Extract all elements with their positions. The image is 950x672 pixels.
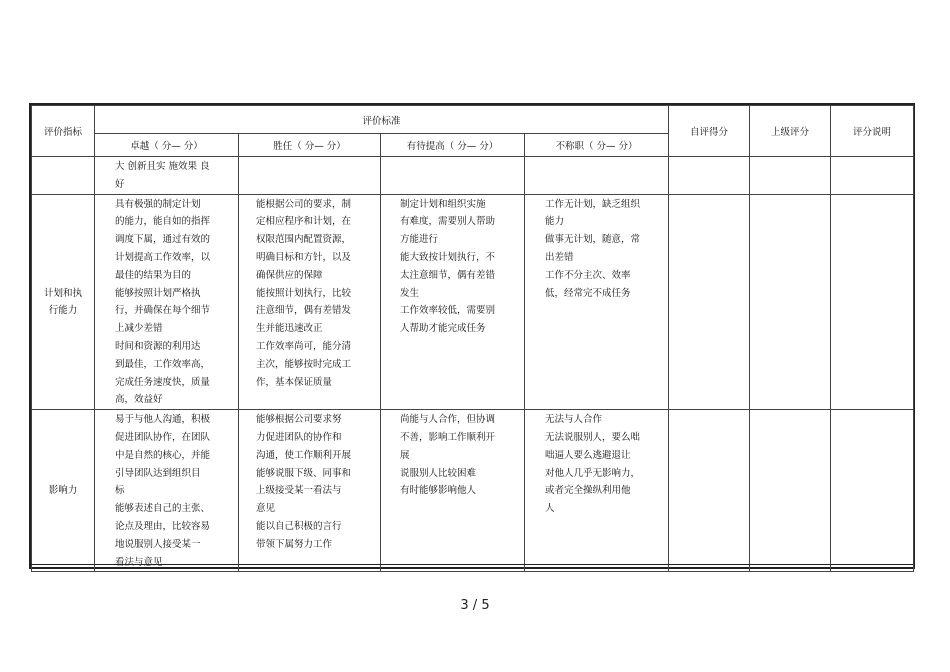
cell-competent	[239, 157, 381, 195]
table-row	[32, 157, 914, 195]
cell-excellent: 大 创新且实 施效果 良 好	[95, 157, 239, 195]
table-row	[32, 194, 914, 410]
row-indicator: 计划和执 行能力	[32, 194, 95, 410]
row-indicator	[32, 157, 95, 195]
table-row	[32, 410, 914, 572]
header-self-score: 自评得分	[669, 106, 750, 157]
header-score-note: 评分说明	[831, 106, 914, 157]
cell-improve	[381, 157, 525, 195]
evaluation-table-frame	[29, 103, 915, 569]
header-level-competent: 胜任（ 分— 分）	[239, 134, 381, 157]
cell-superior-score	[750, 194, 831, 410]
header-superior-score: 上级评分	[750, 106, 831, 157]
cell-self-score	[669, 157, 750, 195]
cell-unsatisfactory: 无法与人合作 无法说服别人，要么咄 咄逼人要么逃避退让 对他人几乎无影响力， 或者完全操纵利用他 人	[525, 410, 669, 572]
cell-unsatisfactory: 工作无计划，缺乏组织 能力 做事无计划，随意，常 出差错 工作不分主次、效率 低，经常完不成任务	[525, 194, 669, 410]
cell-excellent: 具有极强的制定计划 的能力，能自如的指挥 调度下属，通过有效的 计划提高工作效率，以 最佳的结果为目的 能够按照计划严格执 行，并确保在每个细节 上减少差错 时间和资源的利用达 到最佳，工作效率高， 完成任务速度快，质量 高，效益好	[95, 194, 239, 410]
row-indicator: 影响力	[32, 410, 95, 572]
evaluation-table	[31, 105, 914, 572]
header-indicator: 评价指标	[32, 106, 95, 157]
header-standard: 评价标准	[95, 106, 669, 134]
cell-score-note	[831, 410, 914, 572]
header-level-improve: 有待提高（ 分— 分）	[381, 134, 525, 157]
cell-self-score	[669, 410, 750, 572]
cell-unsatisfactory	[525, 157, 669, 195]
cell-competent: 能根据公司的要求，制 定相应程序和计划，在 权限范围内配置资源， 明确目标和方针，以及 确保供应的保障 能按照计划执行，比较 注意细节，偶有差错发 生并能迅速改正 工作效率尚可，能分清 主次，能够按时完成工 作，基本保证质量	[239, 194, 381, 410]
cell-superior-score	[750, 410, 831, 572]
header-level-excellent: 卓越（ 分— 分）	[95, 134, 239, 157]
header-level-unsatisfactory: 不称职（ 分— 分）	[525, 134, 669, 157]
cell-score-note	[831, 194, 914, 410]
cell-superior-score	[750, 157, 831, 195]
page-number: 3 / 5	[460, 598, 490, 613]
cell-improve: 尚能与人合作，但协调 不善，影响工作顺利开 展 说服别人比较困难 有时能够影响他人	[381, 410, 525, 572]
cell-score-note	[831, 157, 914, 195]
cell-improve: 制定计划和组织实施 有难度，需要别人帮助 方能进行 能大致按计划执行，不 太注意细节，偶有差错 发生 工作效率较低，需要别 人帮助才能完成任务	[381, 194, 525, 410]
cell-competent: 能够根据公司要求努 力促进团队的协作和 沟通，使工作顺利开展 能够说服下级、同事和 上级接受某一看法与 意见 能以自己积极的言行 带领下属努力工作	[239, 410, 381, 572]
cell-self-score	[669, 194, 750, 410]
cell-excellent: 易于与他人沟通，积极 促进团队协作，在团队 中是自然的核心，并能 引导团队达到组织目 标 能够表述自己的主张、 论点及理由，比较容易 地说服别人接受某一 看法与意见	[95, 410, 239, 572]
